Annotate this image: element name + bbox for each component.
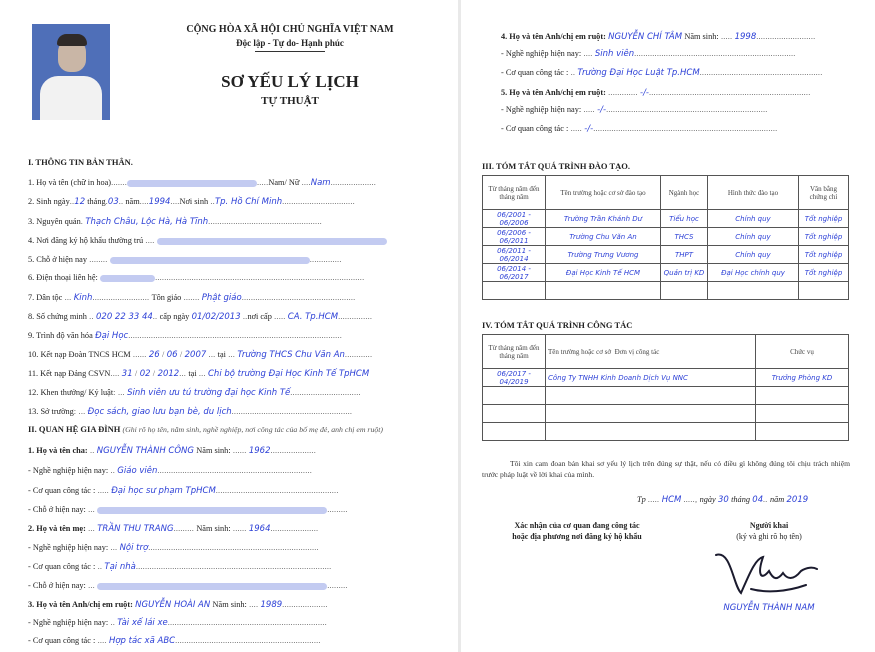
field-full-name: 1. Họ và tên (chữ in hoa)....... .....Nam/ Nữ ....Nam....................	[28, 178, 377, 188]
declarant-title: Người khai (ký và ghi rõ họ tên)	[736, 521, 802, 541]
mother-job: - Nghề nghiệp hiện nay: ... Nội trợ...........................................................................	[28, 543, 319, 553]
motto: Độc lập - Tự do- Hạnh phúc	[236, 38, 344, 48]
sibling3-name: 5. Họ và tên Anh/chị em ruột: ............. -/-.......................................................................	[501, 88, 811, 98]
field-strengths: 13. Sở trường: ... Đọc sách, giao lưu bạn bè, du lịch.....................................................	[28, 407, 353, 417]
sibling2-name: 4. Họ và tên Anh/chị em ruột: NGUYỄN CHÍ TÂM Năm sinh: ..... 1998..........................	[501, 32, 816, 42]
training-col-school: Tên trường hoặc cơ sở đào tạo	[546, 176, 661, 210]
father-work: - Cơ quan công tác : ..... Đại học sư phạm TpHCM......................................................	[28, 486, 339, 496]
father-job: - Nghề nghiệp hiện nay: .. Giáo viên....................................................................	[28, 466, 313, 476]
section-1-heading: I. THÔNG TIN BẢN THÂN.	[28, 157, 133, 167]
field-awards: 12. Khen thưởng/ Kỷ luật: ... Sinh viên ưu tú trường đại học Kinh Tế...............................	[28, 388, 361, 398]
table-row	[483, 387, 849, 405]
signature-icon	[711, 545, 821, 600]
document-title: SƠ YẾU LÝ LỊCH	[221, 72, 359, 91]
mother-name: 2. Họ và tên mẹ: ... TRẦN THU TRANG......... Năm sinh: ...... 1964.....................	[28, 524, 319, 534]
training-col-major: Ngành học	[661, 176, 708, 210]
field-ethnicity: 7. Dân tộc ... Kinh......................... Tôn giáo ....... Phật giáo..................................................	[28, 293, 356, 303]
field-youth-union: 10. Kết nạp Đoàn TNCS HCM ...... 26 / 06 / 2007 ... tại ... Trường THCS Chu Văn An............	[28, 350, 373, 360]
republic-title: CỘNG HÒA XÃ HỘI CHỦ NGHĨA VIỆT NAM	[186, 24, 394, 35]
sibling1-name: 3. Họ và tên Anh/chị em ruột: NGUYỄN HOÀI AN Năm sinh: .... 1989....................	[28, 600, 328, 610]
section-4-heading: IV. TÓM TẮT QUÁ TRÌNH CÔNG TÁC	[482, 320, 633, 330]
sibling2-work: - Cơ quan công tác : .. Trường Đại Học Luật Tp.HCM......................................................	[501, 68, 823, 78]
father-name: 1. Họ và tên cha: .. NGUYỄN THÀNH CÔNG Năm sinh: ...... 1962....................	[28, 446, 316, 456]
work-col-position: Chức vụ	[756, 335, 849, 369]
training-col-period: Từ tháng năm đến tháng năm	[483, 176, 546, 210]
field-current-address: 5. Chỗ ở hiện nay ........ ..............	[28, 255, 342, 264]
field-id-card: 8. Số chứng minh .. 020 22 33 44.. cấp ngày 01/02/2013 ..nơi cấp ..... CA. Tp.HCM...............	[28, 312, 373, 322]
table-row	[483, 423, 849, 441]
work-col-unit: Tên trường hoặc cơ sở Đơn vị công tác	[546, 335, 756, 369]
training-col-mode: Hình thức đào tạo	[708, 176, 799, 210]
portrait-photo	[32, 24, 110, 120]
table-row: 06/2014 - 06/2017 Đại Học Kinh Tế HCM Quản trị KD Đại Học chính quy Tốt nghiệp	[483, 264, 849, 282]
confirm-title: Xác nhận của cơ quan đang công tác hoặc địa phương nơi đăng ký hộ khẩu	[512, 521, 642, 541]
mother-address: - Chỗ ở hiện nay: ... .........	[28, 581, 348, 590]
field-education: 9. Trình độ văn hóa Đại Học..............................................................................................	[28, 331, 342, 341]
field-birth: 2. Sinh ngày..12 tháng.03.. năm....1994....Nơi sinh ..Tp. Hồ Chí Minh................................	[28, 197, 355, 207]
table-row: 06/2011 - 06/2014 Trường Trưng Vương THPT Chính quy Tốt nghiệp	[483, 246, 849, 264]
field-phone: 6. Điện thoại liên hệ: ............................................................................................	[28, 273, 365, 282]
table-row	[483, 282, 849, 300]
document-subtitle: TỰ THUẬT	[261, 95, 319, 107]
table-row: 06/2001 - 06/2006 Trường Trần Khánh Dư Tiểu học Chính quy Tốt nghiệp	[483, 210, 849, 228]
sibling1-job: - Nghề nghiệp hiện nay: .. Tài xế lái xe......................................................................	[28, 618, 327, 628]
table-row: 06/2006 - 06/2011 Trường Chu Văn An THCS Chính quy Tốt nghiệp	[483, 228, 849, 246]
date-line: Tp ..... HCM ....., ngày 30 tháng 04.. năm 2019	[637, 495, 809, 505]
sibling3-job: - Nghề nghiệp hiện nay: ..... -/-.......................................................................	[501, 105, 768, 115]
training-col-degree: Văn bằng chứng chỉ	[799, 176, 849, 210]
father-address: - Chỗ ở hiện nay: ... .........	[28, 505, 348, 514]
signer-name: NGUYỄN THÀNH NAM	[723, 603, 815, 613]
section-3-heading: III. TÓM TẮT QUÁ TRÌNH ĐÀO TẠO.	[482, 161, 630, 171]
training-table	[482, 175, 849, 300]
sibling3-work: - Cơ quan công tác : ..... -/-.................................................................................	[501, 124, 778, 134]
sibling2-job: - Nghề nghiệp hiện nay: .... Sinh viên.......................................................................	[501, 49, 796, 59]
section-2-heading: II. QUAN HỆ GIA ĐÌNH (Ghi rõ họ tên, năm sinh, nghề nghiệp, nơi công tác của bố mẹ đẻ, anh chị em ruột)	[28, 424, 384, 434]
work-table	[482, 334, 849, 441]
field-hometown: 3. Nguyên quán. Thạch Châu, Lộc Hà, Hà Tĩnh..................................................	[28, 217, 322, 227]
work-col-period: Từ tháng năm đến tháng năm	[483, 335, 546, 369]
table-row: 06/2017 - 04/2019 Công Ty TNHH Kinh Doanh Dịch Vụ NNC Trưởng Phòng KD	[483, 369, 849, 387]
page-2	[461, 0, 875, 652]
declaration-text: Tôi xin cam đoan bản khai sơ yếu lý lịch trên đúng sự thật, nếu có điều gì không đúng tôi chịu trách nhiệm trước pháp luật về lời khai của mình.	[482, 459, 850, 479]
mother-work: - Cơ quan công tác : .. Tại nhà......................................................................................	[28, 562, 332, 572]
table-row	[483, 405, 849, 423]
sibling1-work: - Cơ quan công tác : .... Hợp tác xã ABC................................................................	[28, 636, 321, 646]
field-party: 11. Kết nạp Đảng CSVN.... 31 / 02 / 2012... tại ... Chi bộ trường Đại Học Kinh Tế TpHCM	[28, 369, 370, 379]
field-permanent-address: 4. Nơi đăng ký hộ khẩu thường trú ....	[28, 236, 387, 245]
